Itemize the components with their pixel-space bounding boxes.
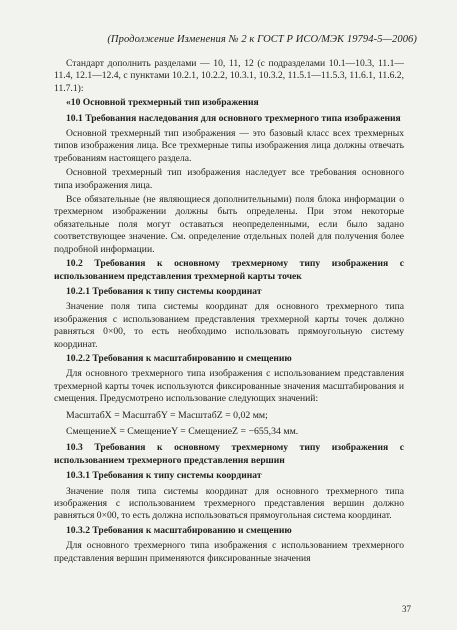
formula-line: МасштабX = МасштабY = МасштабZ = 0,02 мм; (66, 409, 268, 421)
section-heading: 10.2.2 Требования к масштабированию и смещению (66, 352, 292, 364)
section-heading: 10.2.1 Требования к типу системы координат (66, 285, 262, 297)
body-paragraph: Значение поля типа системы координат для основного трехмерного типа изображения с использованием представления трехмерной карты точек должно равняться 0×00, то есть необходимо использовать прямоугольную систему координат. (54, 301, 404, 350)
body-paragraph: Основной трехмерный тип изображения — это базовый класс всех трехмерных типов изображения лица. Все трехмерные типы изображения лица должны отвечать требованиям настоящего раздела. (54, 128, 404, 164)
body-paragraph: Основной трехмерный тип изображения наследует все требования основного типа изображения лица. (54, 167, 404, 191)
body-paragraph: Для основного трехмерного типа изображения с использованием представления трехмерной карты точек используются фиксированные значения масштабирования и смещения. Предусмотрено использование следующих значений: (54, 368, 404, 405)
body-paragraph: Для основного трехмерного типа изображения с использованием трехмерного представления вершин применяются фиксированные значения (54, 540, 404, 564)
formula-line: СмещениеX = СмещениеY = СмещениеZ = −655,34 мм. (66, 425, 299, 437)
body-paragraph: Стандарт дополнить разделами — 10, 11, 12 (с подразделами 10.1—10.3, 11.1—11.4, 12.1—12.4, с пунктами 10.2.1, 10.2.2, 10.3.1, 10.3.2, 11.5.1—11.5.3, 11.6.1, 11.6.2, 11.7.1): (54, 58, 404, 94)
section-heading: 10.2 Требования к основному трехмерному типу изображения с использованием представления трехмерной карты точек (54, 258, 404, 282)
section-heading: «10 Основной трехмерный тип изображения (66, 97, 259, 109)
running-header: (Продолжение Изменения № 2 к ГОСТ Р ИСО/МЭК 19794-5—2006) (107, 34, 417, 45)
document-body (54, 58, 404, 567)
section-heading: 10.1 Требования наследования для основного трехмерного типа изображения (66, 112, 401, 124)
body-paragraph: Все обязательные (не являющиеся дополнительными) поля блока информации о трехмерном изображении должны быть определены. При этом некоторые обязательные поля могут оставаться неопределенными, если было задано соответствующее значение. См. определение отдельных полей для получения более подробной информации. (54, 194, 404, 255)
body-paragraph: Значение поля типа системы координат для основного трехмерного типа изображения с использованием трехмерного представления вершин должно равняться 0×00, то есть должна использоваться прямоугольная система координат. (54, 485, 404, 522)
section-heading: 10.3.1 Требования к типу системы координат (66, 470, 262, 482)
page-number: 37 (402, 604, 411, 614)
section-heading: 10.3.2 Требования к масштабированию и смещению (66, 524, 292, 536)
section-heading: 10.3 Требования к основному трехмерному типу изображения с использованием трехмерного представления вершин (54, 442, 404, 466)
